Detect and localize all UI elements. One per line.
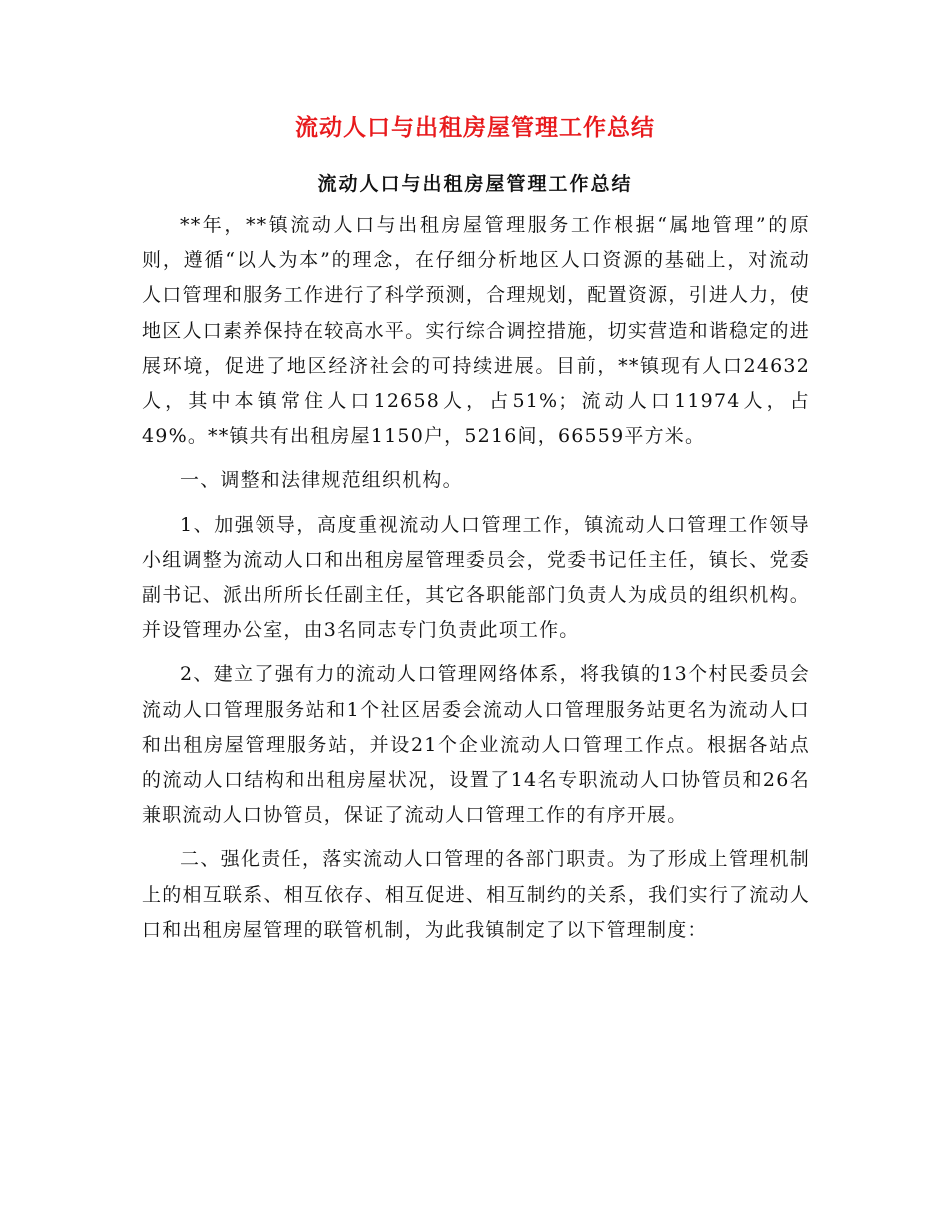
document-subtitle: 流动人口与出租房屋管理工作总结 [317, 173, 633, 195]
paragraph-item-1: 1、加强领导，高度重视流动人口管理工作，镇流动人口管理工作领导小组调整为流动人口和出租房屋管理委员会，党委书记任主任，镇长、党委副书记、派出所所长任副主任，其它各职能部门负责人为成员的组织机构。并设管理办公室，由3名同志专门负责此项工作。 [142, 513, 810, 642]
document-title: 流动人口与出租房屋管理工作总结 [295, 115, 655, 141]
section-heading-2: 二、强化责任，落实流动人口管理的各部门职责。为了形成上管理机制上的相互联系、相互依存、相互促进、相互制约的关系，我们实行了流动人口和出租房屋管理的联管机制，为此我镇制定了以下管理制度： [142, 848, 810, 941]
document-body [142, 208, 810, 948]
paragraph-intro: **年，**镇流动人口与出租房屋管理服务工作根据“属地管理”的原则，遵循“以人为本”的理念，在仔细分析地区人口资源的基础上，对流动人口管理和服务工作进行了科学预测，合理规划，配置资源，引进人力，使地区人口素养保持在较高水平。实行综合调控措施，切实营造和谐稳定的进展环境，促进了地区经济社会的可持续进展。目前，**镇现有人口24632人，其中本镇常住人口12658人，占51%；流动人口11974人，占49%。**镇共有出租房屋1150户，5216间，66559平方米。 [142, 214, 810, 448]
paragraph-item-2: 2、建立了强有力的流动人口管理网络体系，将我镇的13个村民委员会流动人口管理服务站和1个社区居委会流动人口管理服务站更名为流动人口和出租房屋管理服务站，并设21个企业流动人口管理工作点。根据各站点的流动人口结构和出租房屋状况，设置了14名专职流动人口协管员和26名兼职流动人口协管员，保证了流动人口管理工作的有序开展。 [142, 663, 810, 827]
section-heading-1: 一、调整和法律规范组织机构。 [180, 469, 463, 492]
